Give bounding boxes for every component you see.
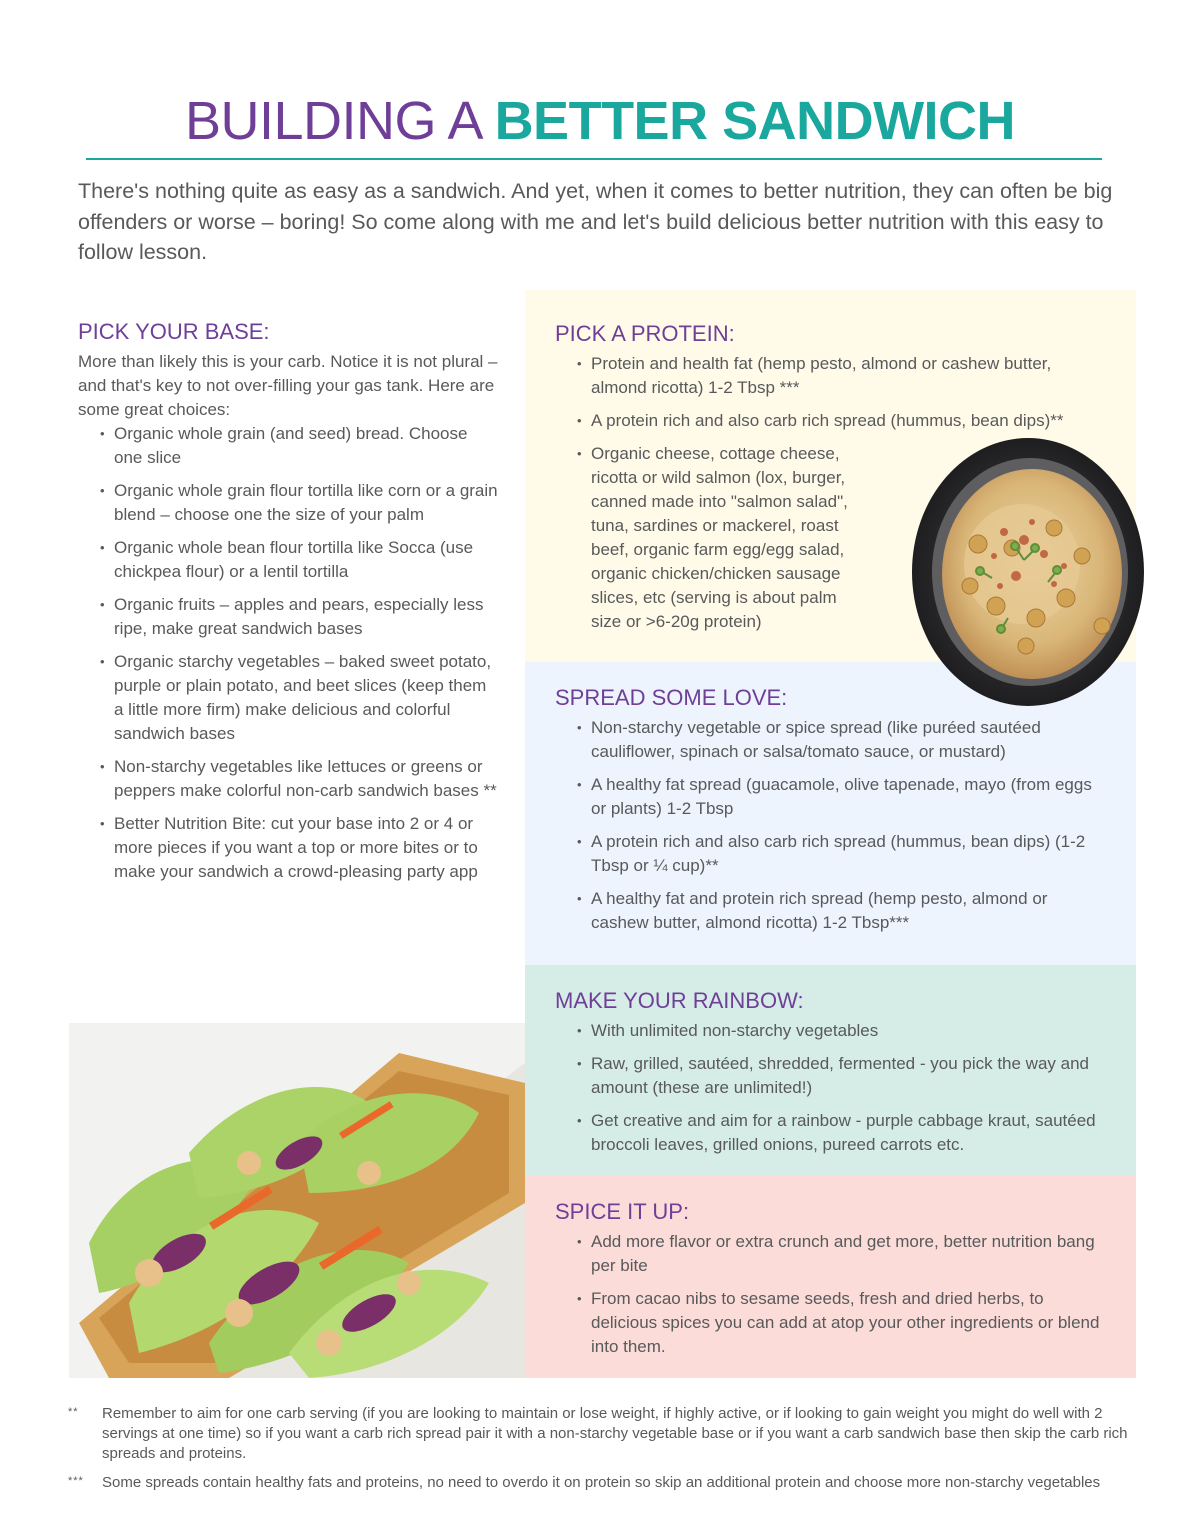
list-item: • Organic whole bean flour tortilla like Socca (use chickpea flour) or a lentil tortilla bbox=[78, 536, 498, 584]
spice-heading: SPICE IT UP: bbox=[555, 1199, 690, 1224]
list-item: • Add more flavor or extra crunch and get more, better nutrition bang per bite bbox=[555, 1230, 1108, 1278]
list-item: • A healthy fat and protein rich spread (hemp pesto, almond or cashew butter, almond ricotta) 1-2 Tbsp*** bbox=[555, 887, 1108, 935]
footnote-mark: ** bbox=[68, 1406, 79, 1418]
list-item: • A protein rich and also carb rich spread (hummus, bean dips)** bbox=[555, 409, 1108, 433]
list-item: • Non-starchy vegetables like lettuces or greens or peppers make colorful non-carb sandwich bases ** bbox=[78, 755, 498, 803]
list-item: • Non-starchy vegetable or spice spread (like puréed sautéed cauliflower, spinach or salsa/tomato sauce, or mustard) bbox=[555, 716, 1108, 764]
title-part-2: BETTER SANDWICH bbox=[494, 91, 1016, 151]
base-heading: PICK YOUR BASE: bbox=[78, 319, 270, 344]
lettuce-wraps-image bbox=[69, 1023, 525, 1378]
list-item: • Organic cheese, cottage cheese, ricotta or wild salmon (lox, burger, canned made into "salmon salad", tuna, sardines or mackerel, roast beef, organic farm egg/egg salad, organic chicken/chicken sausage slices, etc (serving is about palm size or >6-20g protein) bbox=[555, 442, 871, 634]
list-item: • Get creative and aim for a rainbow - purple cabbage kraut, sautéed broccoli leaves, grilled onions, pureed carrots etc. bbox=[555, 1109, 1108, 1157]
footnote bbox=[68, 1404, 1128, 1464]
list-item: • Organic whole grain (and seed) bread. Choose one slice bbox=[78, 422, 498, 470]
base-intro: More than likely this is your carb. Notice it is not plural – and that's key to not over-filling your gas tank. Here are some great choices: bbox=[78, 352, 498, 419]
intro-paragraph: There's nothing quite as easy as a sandwich. And yet, when it comes to better nutrition, they can often be big offenders or worse – boring! So come along with me and let's build delicious better nutrition with this easy to follow lesson. bbox=[78, 179, 1113, 264]
spread-list bbox=[555, 716, 1108, 935]
protein-heading: PICK A PROTEIN: bbox=[555, 321, 735, 346]
footnotes bbox=[68, 1404, 1128, 1502]
title-divider bbox=[86, 158, 1102, 160]
footnote-mark: *** bbox=[68, 1475, 84, 1487]
rainbow-heading: MAKE YOUR RAINBOW: bbox=[555, 988, 804, 1013]
base-section bbox=[78, 314, 498, 893]
list-item: • A healthy fat spread (guacamole, olive tapenade, mayo (from eggs or plants) 1-2 Tbsp bbox=[555, 773, 1108, 821]
footnote-text: Remember to aim for one carb serving (if you are looking to maintain or lose weight, if highly active, or if looking to gain weight you might do well with 2 servings at one time) so if you want a carb rich spread pair it with a non-starchy vegetable base or if you want a carb sandwich base then skip the carb rich spreads and proteins. bbox=[102, 1405, 1128, 1462]
list-item: • Protein and health fat (hemp pesto, almond or cashew butter, almond ricotta) 1-2 Tbsp *** bbox=[555, 352, 1108, 400]
list-item: • Better Nutrition Bite: cut your base into 2 or 4 or more pieces if you want a top or more bites or to make your sandwich a crowd-pleasing party app bbox=[78, 812, 498, 884]
hummus-bowl-image bbox=[904, 436, 1150, 708]
list-item: • Organic fruits – apples and pears, especially less ripe, make great sandwich bases bbox=[78, 593, 498, 641]
footnote bbox=[68, 1473, 1128, 1493]
list-item: • Organic whole grain flour tortilla like corn or a grain blend – choose one the size of your palm bbox=[78, 479, 498, 527]
list-item: • With unlimited non-starchy vegetables bbox=[555, 1019, 1108, 1043]
spread-heading: SPREAD SOME LOVE: bbox=[555, 685, 788, 710]
base-list bbox=[78, 422, 498, 884]
list-item: • A protein rich and also carb rich spread (hummus, bean dips) (1-2 Tbsp or ¼ cup)** bbox=[555, 830, 1108, 878]
title-part-1: BUILDING A bbox=[184, 91, 495, 151]
spice-list bbox=[555, 1230, 1108, 1359]
rainbow-panel bbox=[525, 965, 1136, 1176]
footnote-text: Some spreads contain healthy fats and proteins, no need to overdo it on protein so skip an additional protein and choose more non-starchy vegetables bbox=[102, 1474, 1101, 1491]
rainbow-list bbox=[555, 1019, 1108, 1157]
list-item: • From cacao nibs to sesame seeds, fresh and dried herbs, to delicious spices you can add at atop your other ingredients or blend into them. bbox=[555, 1287, 1108, 1359]
spice-panel bbox=[525, 1176, 1136, 1378]
page-title bbox=[0, 86, 1200, 156]
list-item: • Organic starchy vegetables – baked sweet potato, purple or plain potato, and beet slices (keep them a little more firm) make delicious and colorful sandwich bases bbox=[78, 650, 498, 746]
list-item: • Raw, grilled, sautéed, shredded, fermented - you pick the way and amount (these are unlimited!) bbox=[555, 1052, 1108, 1100]
